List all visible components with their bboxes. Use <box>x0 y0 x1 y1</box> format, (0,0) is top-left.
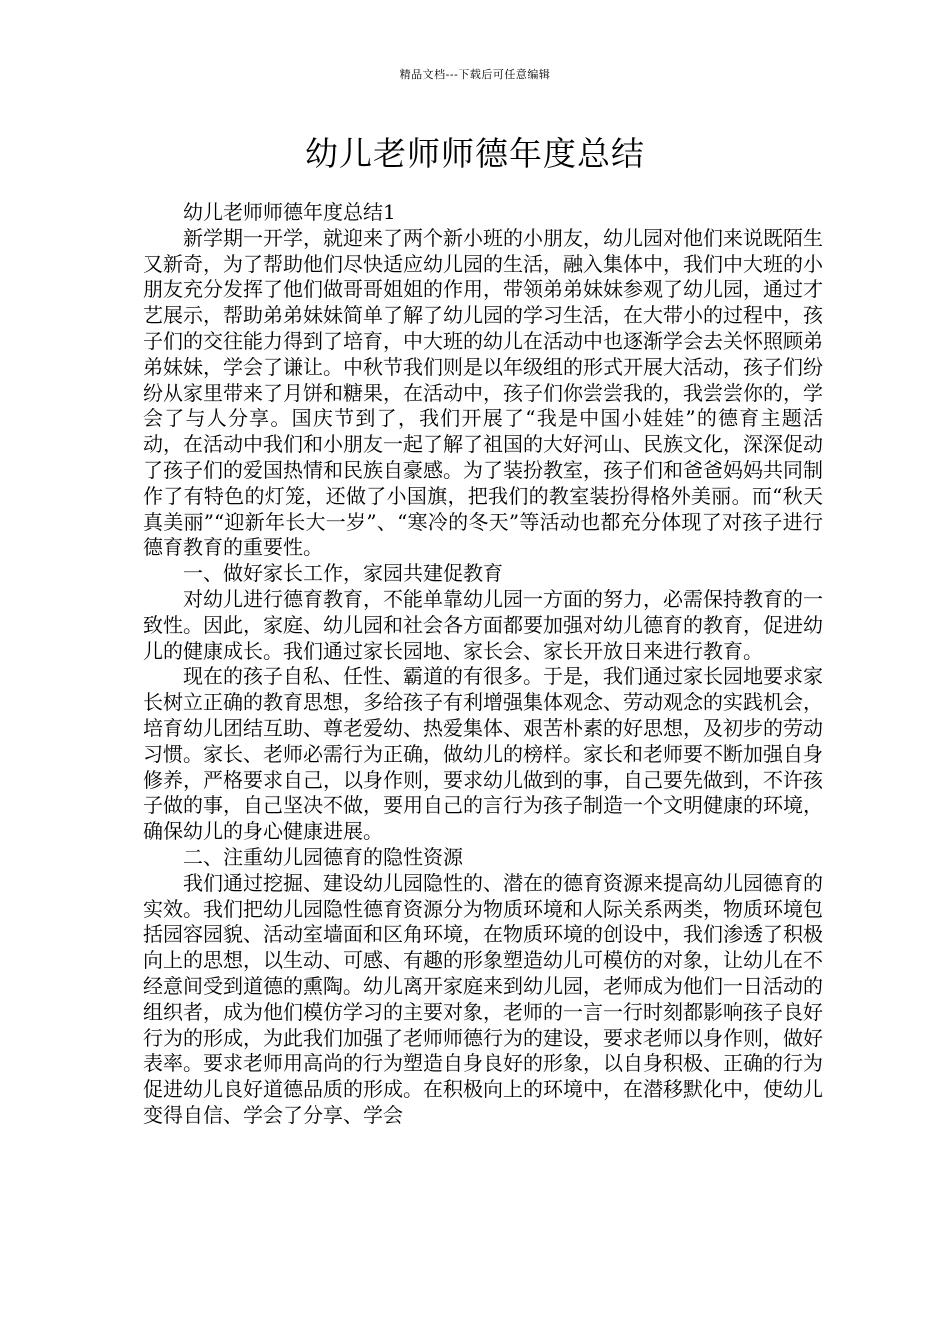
body-paragraph: 现在的孩子自私、任性、霸道的有很多。于是，我们通过家长园地要求家长树立正确的教育思想，多给孩子有利增强集体观念、劳动观念的实践机会，培育幼儿团结互助、尊老爱幼、热爱集体、艰苦朴素的好思想，及初步的劳动习惯。家长、老师必需行为正确，做幼儿的榜样。家长和老师要不断加强自身修养，严格要求自己，以身作则，要求幼儿做到的事，自己要先做到，不许孩子做的事，自己坚决不做，要用自己的言行为孩子制造一个文明健康的环境，确保幼儿的身心健康进展。 <box>143 664 823 844</box>
body-paragraph: 新学期一开学，就迎来了两个新小班的小朋友，幼儿园对他们来说既陌生又新奇，为了帮助他们尽快适应幼儿园的生活，融入集体中，我们中大班的小朋友充分发挥了他们做哥哥姐姐的作用，带领弟弟妹妹参观了幼儿园，通过才艺展示，帮助弟弟妹妹简单了解了幼儿园的学习生活，在大带小的过程中，孩子们的交往能力得到了培育，中大班的幼儿在活动中也逐渐学会去关怀照顾弟弟妹妹，学会了谦让。中秋节我们则是以年级组的形式开展大活动，孩子们纷纷从家里带来了月饼和糖果，在活动中，孩子们你尝尝我的，我尝尝你的，学会了与人分享。国庆节到了，我们开展了“我是中国小娃娃”的德育主题活动，在活动中我们和小朋友一起了解了祖国的大好河山、民族文化，深深促动了孩子们的爱国热情和民族自豪感。为了装扮教室，孩子们和爸爸妈妈共同制作了有特色的灯笼，还做了小国旗，把我们的教室装扮得格外美丽。而“秋天真美丽”“迎新年长大一岁”、“寒冷的冬天”等活动也都充分体现了对孩子进行德育教育的重要性。 <box>143 225 823 560</box>
document-title: 幼儿老师师德年度总结 <box>305 134 645 173</box>
page-header-note: 精品文档---下载后可任意编辑 <box>399 68 551 81</box>
section-heading: 一、做好家长工作，家园共建促教育 <box>183 561 503 586</box>
body-paragraph: 我们通过挖掘、建设幼儿园隐性的、潜在的德育资源来提高幼儿园德育的实效。我们把幼儿园隐性德育资源分为物质环境和人际关系两类，物质环境包括园容园貌、活动室墙面和区角环境，在物质环境的创设中，我们渗透了积极向上的思想，以生动、可感、有趣的形象塑造幼儿可模仿的对象，让幼儿在不经意间受到道德的熏陶。幼儿离开家庭来到幼儿园，老师成为他们一日活动的组织者，成为他们模仿学习的主要对象，老师的一言一行时刻都影响孩子良好行为的形成，为此我们加强了老师师德行为的建设，要求老师以身作则，做好表率。要求老师用高尚的行为塑造自身良好的形象，以自身积极、正确的行为促进幼儿良好道德品质的形成。在积极向上的环境中，在潜移默化中，使幼儿变得自信、学会了分享、学会 <box>143 870 823 1127</box>
section-heading: 二、注重幼儿园德育的隐性资源 <box>183 844 463 869</box>
document-body <box>143 200 823 1129</box>
body-paragraph: 对幼儿进行德育教育，不能单靠幼儿园一方面的努力，必需保持教育的一致性。因此，家庭、幼儿园和社会各方面都要加强对幼儿德育的教育，促进幼儿的健康成长。我们通过家长园地、家长会、家长开放日来进行教育。 <box>143 586 823 663</box>
section-heading: 幼儿老师师德年度总结1 <box>183 200 396 224</box>
